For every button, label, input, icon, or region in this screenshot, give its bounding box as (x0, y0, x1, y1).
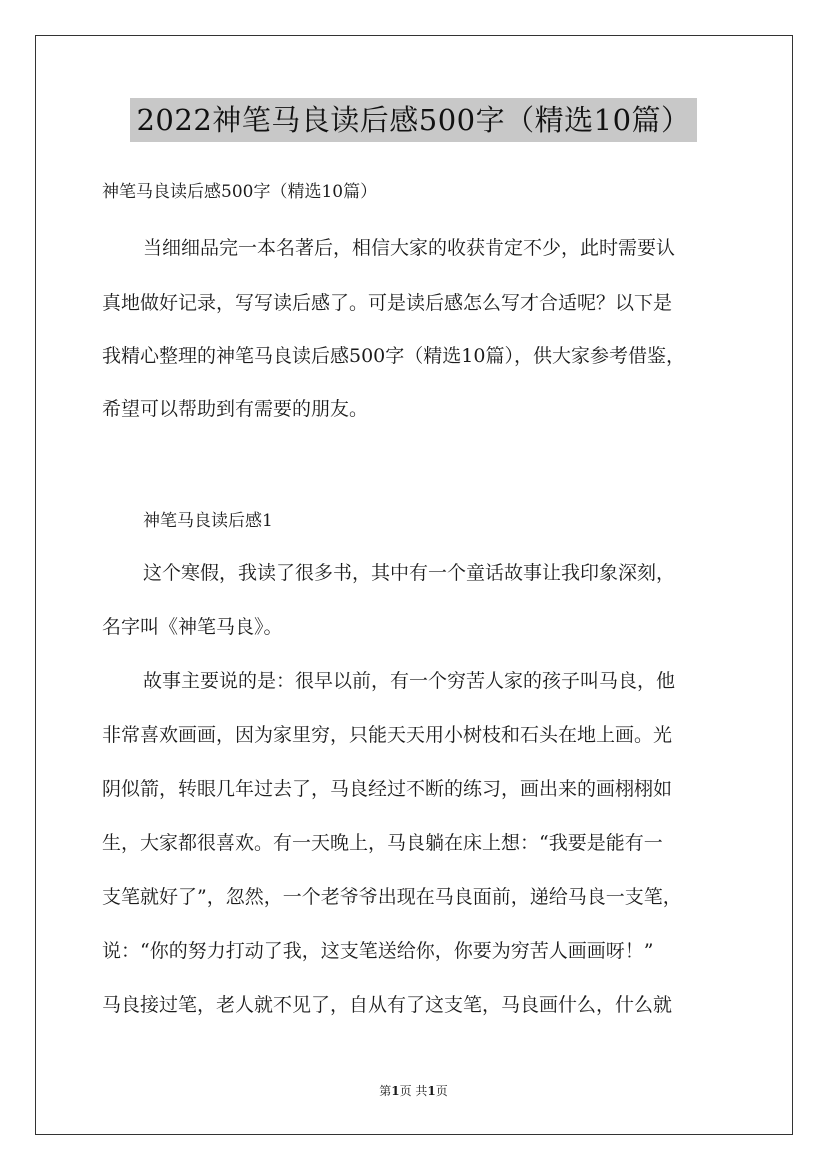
page-total: 1 (427, 1084, 436, 1098)
page-number: 1 (391, 1084, 400, 1098)
paragraph-line: 生，大家都很喜欢。有一天晚上，马良躺在床上想：“我要是能有一 (102, 832, 663, 854)
paragraph-line: 非常喜欢画画，因为家里穷，只能天天用小树枝和石头在地上画。光 (102, 724, 673, 746)
intro-line: 真地做好记录，写写读后感了。可是读后感怎么写才合适呢？以下是 (102, 292, 673, 314)
paragraph-line: 这个寒假，我读了很多书，其中有一个童话故事让我印象深刻， (143, 562, 676, 584)
page-mid: 页 共 (399, 1084, 428, 1098)
paragraph-line: 故事主要说的是：很早以前，有一个穷苦人家的孩子叫马良，他 (143, 670, 676, 692)
page-suffix: 页 (435, 1084, 448, 1098)
section-heading: 神笔马良读后感1 (143, 511, 273, 531)
paragraph-line: 阴似箭，转眼几年过去了，马良经过不断的练习，画出来的画栩栩如 (102, 778, 673, 800)
document-title: 2022神笔马良读后感500字（精选10篇） (130, 98, 696, 142)
title-container (0, 98, 827, 142)
intro-line: 希望可以帮助到有需要的朋友。 (102, 398, 369, 420)
page-footer (0, 1083, 827, 1099)
paragraph-line: 名字叫《神笔马良》。 (102, 616, 283, 638)
paragraph-line: 支笔就好了”，忽然，一个老爷爷出现在马良面前，递给马良一支笔， (102, 886, 682, 908)
intro-line: 当细细品完一本名著后，相信大家的收获肯定不少，此时需要认 (143, 237, 676, 259)
paragraph-line: 说：“你的努力打动了我，这支笔送给你，你要为穷苦人画画呀！” (102, 940, 654, 962)
intro-line: 我精心整理的神笔马良读后感500字（精选10篇），供大家参考借鉴， (102, 345, 685, 367)
paragraph-line: 马良接过笔，老人就不见了，自从有了这支笔，马良画什么，什么就 (102, 994, 673, 1016)
page-prefix: 第 (379, 1084, 392, 1098)
document-subtitle: 神笔马良读后感500字（精选10篇） (102, 182, 378, 202)
